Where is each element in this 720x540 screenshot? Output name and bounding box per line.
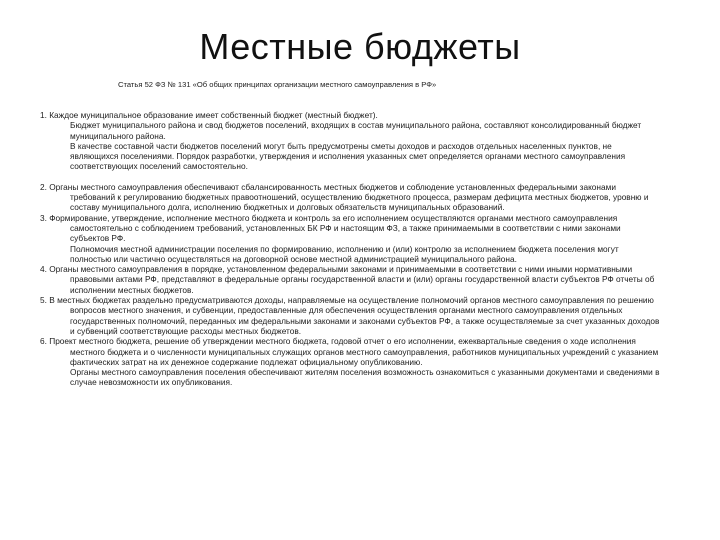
paragraph-1-settlements: В качестве составной части бюджетов поселений могут быть предусмотрены сметы доходов и расходов отдельных населенных пунктов, не являющихся поселениями. Порядок разработки, утверждения и исполнения указанных смет определяется органами местного самоуправления соответствующих поселений самостоятельно. bbox=[70, 140, 626, 172]
slide-title: Местные бюджеты bbox=[199, 26, 521, 67]
paragraph-6-access: Органы местного самоуправления поселения обеспечивают жителям поселения возможность ознакомиться с указанными документами и сведениями в случае невозможности их опубликования. bbox=[70, 367, 660, 388]
paragraph-3: 3. Формирование, утверждение, исполнение местного бюджета и контроль за его исполнением осуществляются органами местного самоуправления самостоятельно с соблюдением требований, установленных БК РФ и настоящим ФЗ, а также принимаемыми в соответствии с ними законами субъектов РФ. bbox=[40, 212, 621, 244]
content-body bbox=[40, 110, 662, 388]
paragraph-2: 2. Органы местного самоуправления обеспечивают сбалансированность местных бюджетов и соблюдение установленных федеральными законами требований к регулированию бюджетных правоотношений, осуществлению бюджетного процесса, размерам дефицита местных бюджетов, уровню и составу муниципального долга, исполнению бюджетных и долговых обязательств муниципальных образований. bbox=[40, 181, 649, 213]
paragraph-3-powers: Полномочия местной администрации поселения по формированию, исполнению и (или) контролю за исполнением бюджета поселения могут полностью или частично осуществляться на договорной основе местной администрацией муниципального района. bbox=[70, 243, 619, 264]
paragraph-6: 6. Проект местного бюджета, решение об утверждении местного бюджета, годовой отчет о его исполнении, ежеквартальные сведения о ходе исполнения местного бюджета и о численности муниципальных служащих органов местного самоуправления, работников муниципальных учреждений с указанием фактических затрат на их денежное содержание подлежат официальному опубликованию. bbox=[40, 336, 659, 367]
paragraph-1: 1. Каждое муниципальное образование имеет собственный бюджет (местный бюджет). bbox=[40, 110, 378, 120]
paragraph-1-consolidated: Бюджет муниципального района и свод бюджетов поселений, входящих в состав муниципального района, составляют консолидированный бюджет муниципального района. bbox=[70, 120, 642, 141]
paragraph-5: 5. В местных бюджетах раздельно предусматриваются доходы, направляемые на осуществление полномочий органов местного самоуправления по решению вопросов местного значения, и субвенции, предоставленные для обеспечения осуществления органами местного самоуправления отдельных государственных полномочий, переданных им федеральными законами и законами субъектов РФ, а также осуществляемые за счет указанных доходов и субвенций соответствующие расходы местных бюджетов. bbox=[40, 295, 660, 336]
slide-subtitle: Статья 52 ФЗ № 131 «Об общих принципах организации местного самоуправления в РФ» bbox=[118, 80, 437, 89]
paragraph-4: 4. Органы местного самоуправления в порядке, установленном федеральными законами и принимаемыми в соответствии с ними иными нормативными правовыми актами РФ, представляют в федеральные органы государственной власти и (или) органы государственной власти субъектов РФ отчеты об исполнении местных бюджетов. bbox=[40, 264, 655, 295]
